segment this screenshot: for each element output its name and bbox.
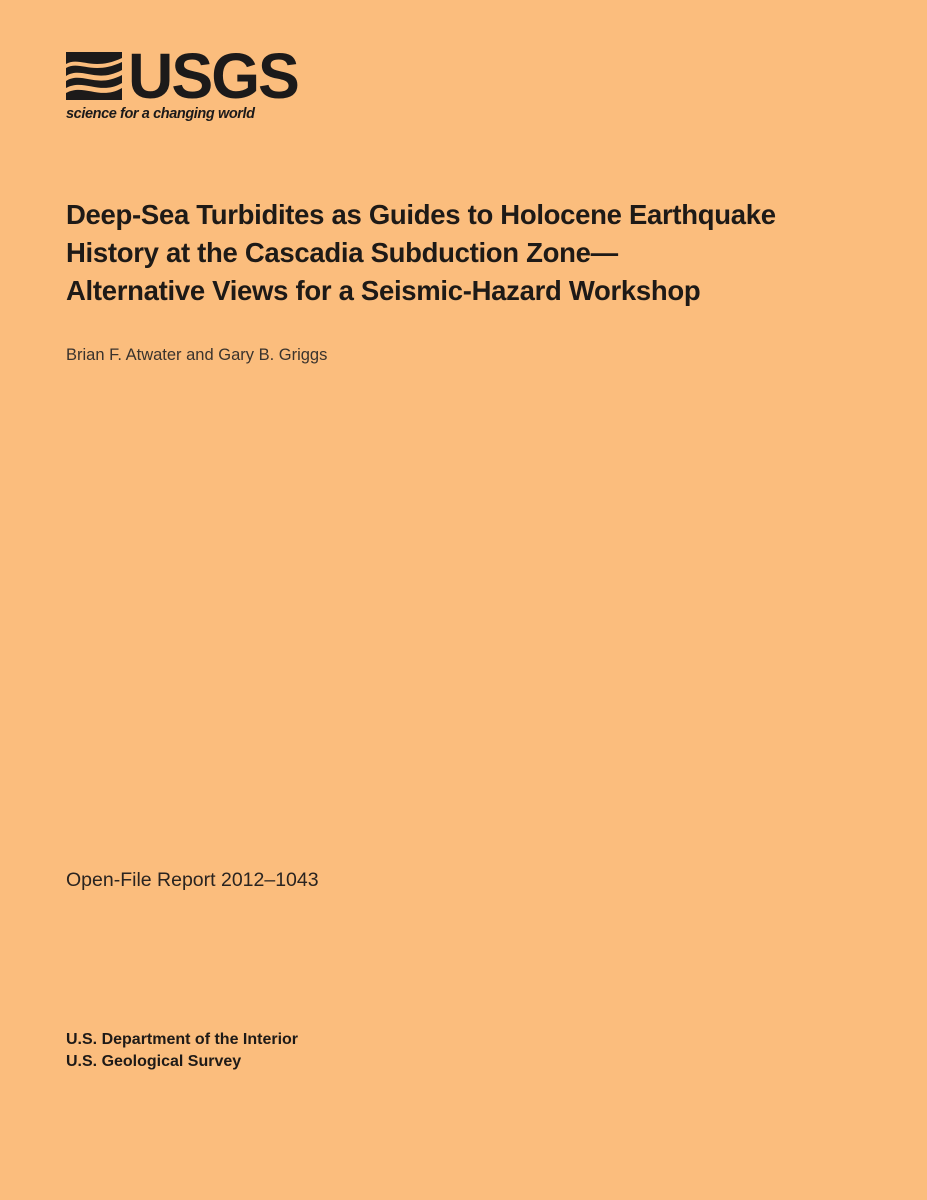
agency-block — [66, 1029, 298, 1073]
authors: Brian F. Atwater and Gary B. Griggs — [66, 346, 328, 364]
report-title — [66, 196, 886, 310]
agency-survey: U.S. Geological Survey — [66, 1053, 242, 1070]
title-line: History at the Cascadia Subduction Zone— — [66, 237, 618, 268]
usgs-tagline: science for a changing world — [66, 106, 255, 122]
report-number: Open-File Report 2012–1043 — [66, 869, 319, 891]
usgs-wave-icon — [66, 50, 122, 102]
agency-department: U.S. Department of the Interior — [66, 1031, 299, 1048]
usgs-logo — [66, 40, 298, 126]
title-line: Deep-Sea Turbidites as Guides to Holocene Earthquake — [66, 199, 776, 230]
usgs-wordmark: USGS — [128, 40, 298, 112]
title-line: Alternative Views for a Seismic-Hazard Workshop — [66, 275, 701, 306]
